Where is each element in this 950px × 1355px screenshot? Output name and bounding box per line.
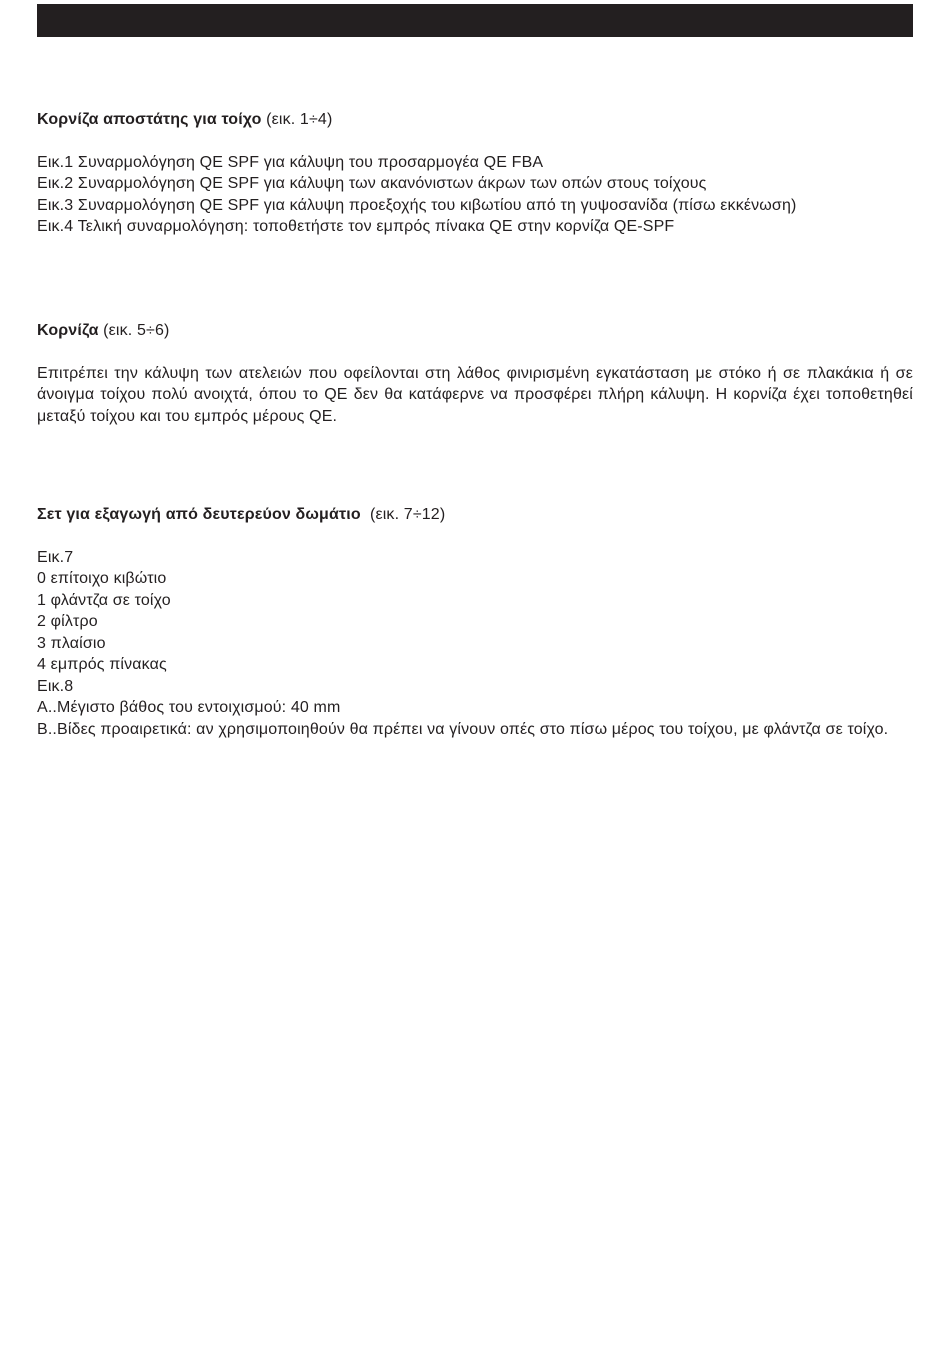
figure-caption: Εικ.2 Συναρμολόγηση QE SPF για κάλυψη των ακανόνιστων άκρων των οπών στους τοίχους (37, 175, 707, 192)
section-secondary-room-kit (37, 504, 913, 740)
list-item: 0 επίτοιχο κιβώτιο (37, 570, 167, 587)
list-item: 1 φλάντζα σε τοίχο (37, 591, 171, 609)
section-heading: Κορνίζα αποστάτης για τοίχο (εικ. 1÷4) (37, 111, 333, 128)
list-item: Εικ.8 (37, 677, 74, 695)
list-item: Εικ.7 (37, 548, 74, 566)
section-wall-frame (37, 109, 913, 238)
list-item: 3 πλαίσιο (37, 634, 106, 652)
figure-caption: Εικ.1 Συναρμολόγηση QE SPF για κάλυψη του προσαρμογέα QE FBA (37, 153, 544, 171)
body-paragraph: B..Βίδες προαιρετικά: αν χρησιμοποιηθούν θα πρέπει να γίνουν οπές στο πίσω μέρος του τοίχου, με φλάντζα σε τοίχο. (37, 720, 889, 738)
section-heading: Σετ για εξαγωγή από δευτερεύον δωμάτιο (εικ. 7÷12) (37, 506, 446, 523)
section-heading: Κορνίζα (εικ. 5÷6) (37, 322, 170, 339)
section-frame (37, 320, 913, 427)
header-bar (37, 4, 913, 37)
list-item: 2 φίλτρο (37, 613, 98, 630)
figure-caption: Εικ.3 Συναρμολόγηση QE SPF για κάλυψη προεξοχής του κιβωτίου από τη γυψοσανίδα (πίσω εκκένωση) (37, 196, 797, 214)
list-item: A..Μέγιστο βάθος του εντοιχισμού: 40 mm (37, 699, 341, 716)
figure-caption: Εικ.4 Τελική συναρμολόγηση: τοποθετήστε τον εμπρός πίνακα QE στην κορνίζα QE-SPF (37, 218, 675, 235)
list-item: 4 εμπρός πίνακας (37, 656, 167, 673)
body-paragraph: Επιτρέπει την κάλυψη των ατελειών που οφείλονται στη λάθος φινιρισμένη εγκατάσταση με στόκο ή σε πλακάκια ή σε άνοιγμα τοίχου πολύ ανοιχτά, όπου το QE δεν θα κατάφερνε να προσφέρει πλήρη κάλυψη. Η κορνίζα έχει τοποθετηθεί μεταξύ τοίχου και του εμπρός μέρους QE. (37, 364, 913, 425)
